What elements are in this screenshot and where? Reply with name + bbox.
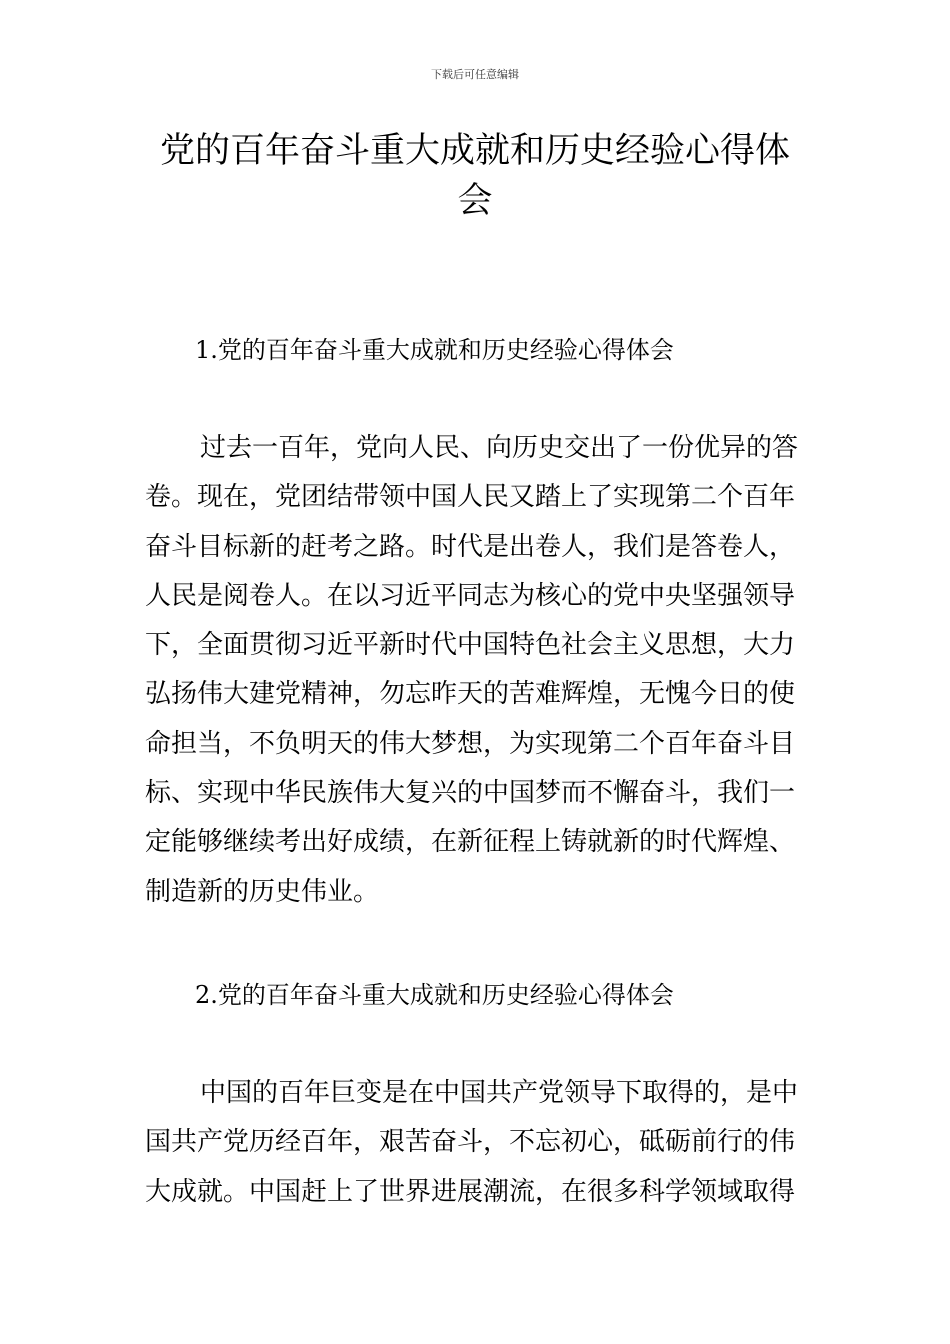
document-title	[140, 126, 810, 226]
paragraph-line: 下，全面贯彻习近平新时代中国特色社会主义思想，大力	[145, 630, 796, 661]
header-note: 下载后可任意编辑	[431, 68, 519, 81]
paragraph-line: 命担当，不负明天的伟大梦想，为实现第二个百年奋斗目	[145, 728, 796, 759]
paragraph-line: 人民是阅卷人。在以习近平同志为核心的党中央坚强领导	[145, 580, 796, 611]
title-line-1: 党的百年奋斗重大成就和历史经验心得体	[159, 131, 790, 171]
paragraph-line: 标、实现中华民族伟大复兴的中国梦而不懈奋斗，我们一	[145, 778, 796, 809]
title-line-2: 会	[457, 181, 493, 221]
paragraph-line: 定能够继续考出好成绩，在新征程上铸就新的时代辉煌、	[145, 827, 796, 858]
paragraph-line: 大成就。中国赶上了世界进展潮流，在很多科学领域取得	[145, 1176, 796, 1207]
paragraph-line: 国共产党历经百年，艰苦奋斗，不忘初心，砥砺前行的伟	[145, 1127, 796, 1158]
paragraph-line: 中国的百年巨变是在中国共产党领导下取得的，是中	[200, 1078, 799, 1108]
paragraph-line: 制造新的历史伟业。	[145, 876, 380, 907]
paragraph-line: 弘扬伟大建党精神，勿忘昨天的苦难辉煌，无愧今日的使	[145, 679, 796, 710]
section-1-paragraph	[145, 424, 810, 917]
section-2-heading: 2.党的百年奋斗重大成就和历史经验心得体会	[195, 981, 674, 1009]
section-1-heading: 1.党的百年奋斗重大成就和历史经验心得体会	[195, 336, 674, 364]
section-2-paragraph	[145, 1069, 810, 1217]
paragraph-line: 卷。现在，党团结带领中国人民又踏上了实现第二个百年	[145, 482, 796, 513]
paragraph-line: 过去一百年，党向人民、向历史交出了一份优异的答	[200, 433, 799, 463]
paragraph-line: 奋斗目标新的赶考之路。时代是出卷人，我们是答卷人，	[145, 531, 796, 562]
